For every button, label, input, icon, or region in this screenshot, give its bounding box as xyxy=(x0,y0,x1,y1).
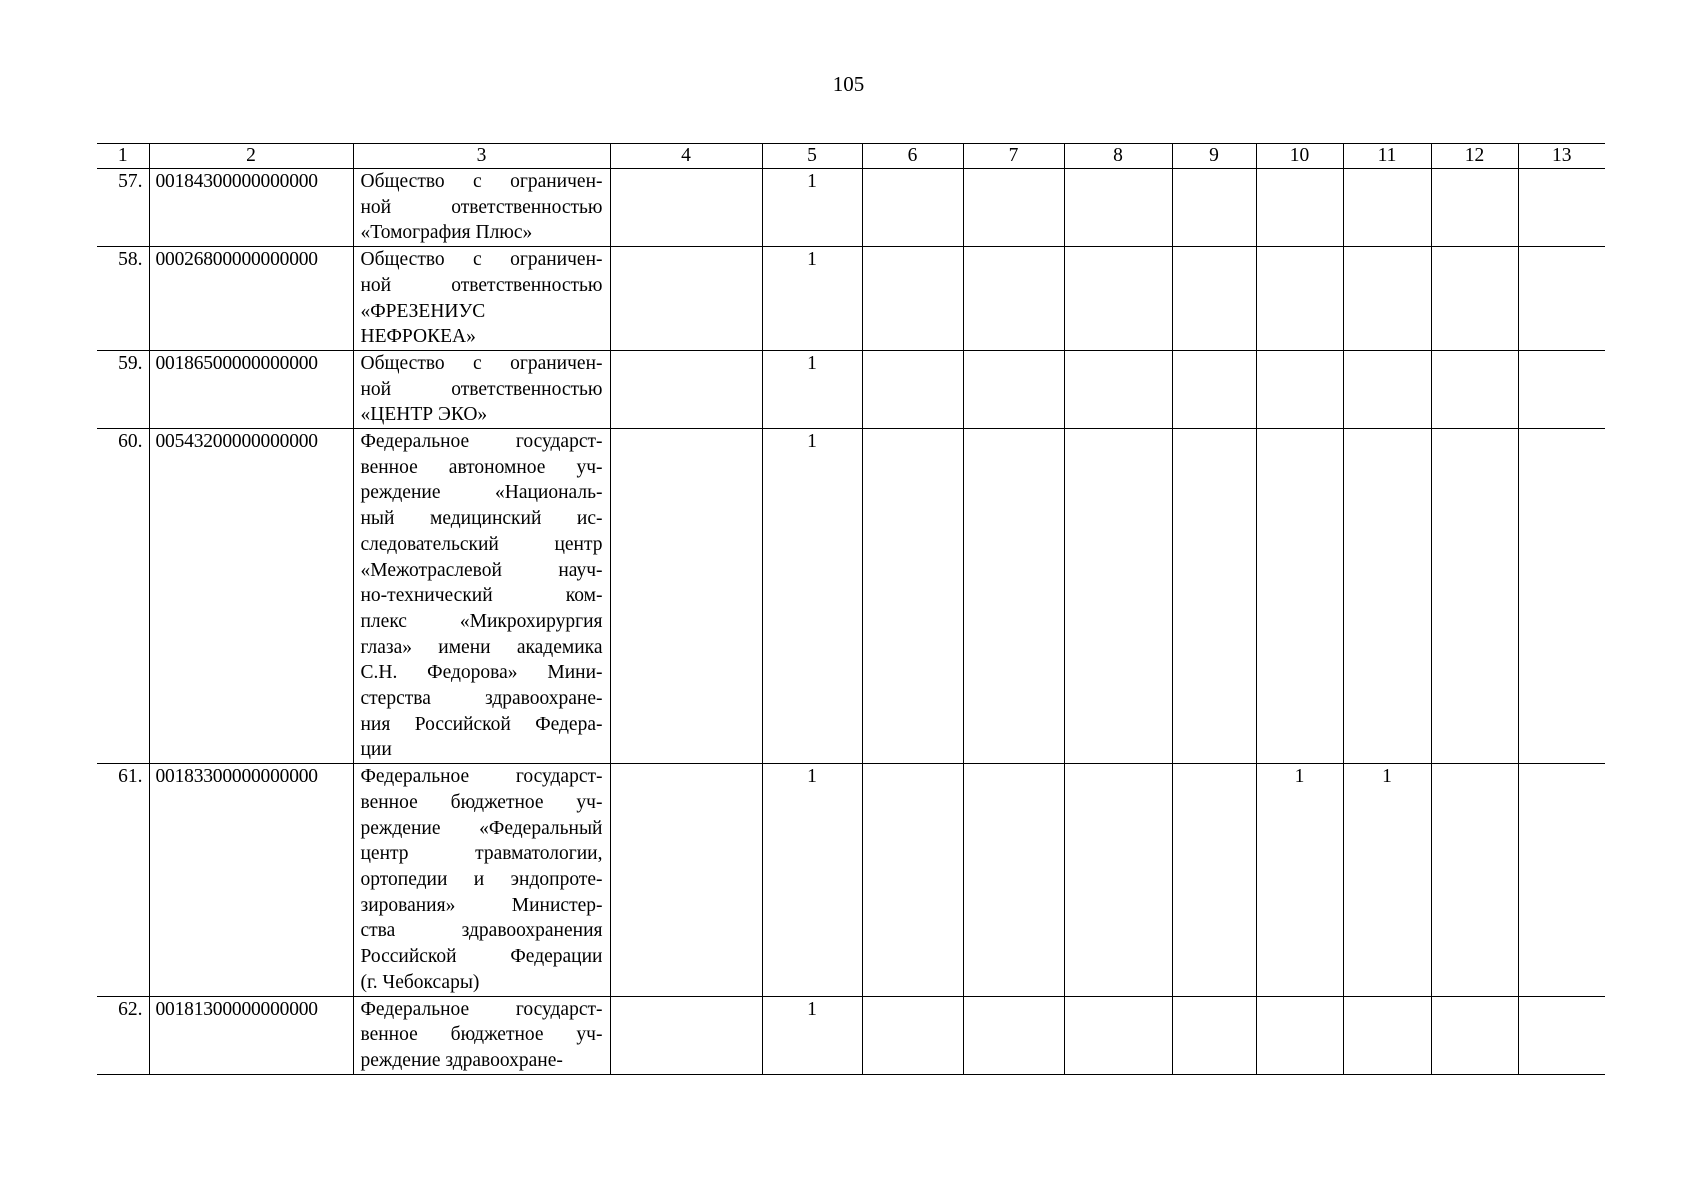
header-cell: 8 xyxy=(1064,144,1172,169)
organization-name-line: плекс «Микрохирургия xyxy=(360,610,603,632)
value-cell-col-13 xyxy=(1518,350,1605,428)
value-cell-col-12 xyxy=(1431,996,1518,1074)
organization-name-line: венное бюджетное уч- xyxy=(360,1024,603,1046)
value-cell-col-6 xyxy=(862,996,963,1074)
value-cell-col-4 xyxy=(610,169,762,247)
header-cell: 13 xyxy=(1518,144,1605,169)
organization-name-line: Общество с ограничен- xyxy=(360,171,603,192)
value-cell-col-7 xyxy=(963,764,1064,996)
registry-code-cell: 00186500000000000 xyxy=(149,350,353,428)
organization-name-line: реждение «Националь- xyxy=(360,482,603,504)
value-cell-col-11 xyxy=(1343,996,1431,1074)
value-cell-col-8 xyxy=(1064,764,1172,996)
value-cell-col-8 xyxy=(1064,169,1172,247)
table-row xyxy=(97,350,1605,428)
header-cell: 3 xyxy=(353,144,610,169)
table-row xyxy=(97,429,1605,764)
organization-name-line: но-технический ком- xyxy=(360,585,603,607)
value-cell-col-6 xyxy=(862,764,963,996)
value-cell-col-9 xyxy=(1172,169,1256,247)
value-cell-col-5: 1 xyxy=(762,169,862,247)
table-row xyxy=(97,996,1605,1074)
table-row xyxy=(97,247,1605,351)
value-cell-col-6 xyxy=(862,429,963,764)
value-cell-col-12 xyxy=(1431,429,1518,764)
organization-name-line: Федеральное государст- xyxy=(360,766,603,788)
organization-name-cell xyxy=(353,429,610,764)
header-cell: 6 xyxy=(862,144,963,169)
organization-name-line: венное автономное уч- xyxy=(360,456,603,478)
organization-name-line: С.Н. Федорова» Мини- xyxy=(360,662,603,684)
organization-name-line: Федеральное государст- xyxy=(360,431,603,453)
value-cell-col-13 xyxy=(1518,169,1605,247)
organization-name-cell xyxy=(353,169,610,247)
value-cell-col-11 xyxy=(1343,169,1431,247)
organization-name-line: «Межотраслевой науч- xyxy=(360,559,603,581)
value-cell-col-10 xyxy=(1256,429,1343,764)
header-cell: 9 xyxy=(1172,144,1256,169)
organization-name-line: Федеральное государст- xyxy=(360,998,603,1020)
value-cell-col-13 xyxy=(1518,247,1605,351)
table-row xyxy=(97,764,1605,996)
organization-name-line: «Томография Плюс» xyxy=(360,222,533,244)
header-cell: 11 xyxy=(1343,144,1431,169)
header-cell: 12 xyxy=(1431,144,1518,169)
header-row xyxy=(97,144,1605,169)
value-cell-col-9 xyxy=(1172,247,1256,351)
organization-name-line: ной ответственностью xyxy=(360,196,603,218)
row-number-cell: 57. xyxy=(97,169,149,247)
value-cell-col-11 xyxy=(1343,350,1431,428)
value-cell-col-10 xyxy=(1256,247,1343,351)
organization-name-line: следовательский центр xyxy=(360,533,603,555)
header-cell: 10 xyxy=(1256,144,1343,169)
organization-name-line: «ЦЕНТР ЭКО» xyxy=(360,404,488,426)
value-cell-col-8 xyxy=(1064,429,1172,764)
row-number-cell: 58. xyxy=(97,247,149,351)
value-cell-col-9 xyxy=(1172,429,1256,764)
organization-name-line: НЕФРОКЕА» xyxy=(360,326,476,348)
organization-name-line: ной ответственностью xyxy=(360,274,603,296)
value-cell-col-5: 1 xyxy=(762,350,862,428)
value-cell-col-12 xyxy=(1431,764,1518,996)
header-cell: 7 xyxy=(963,144,1064,169)
header-cell: 5 xyxy=(762,144,862,169)
header-cell: 2 xyxy=(149,144,353,169)
row-number-cell: 59. xyxy=(97,350,149,428)
organization-name-line: ный медицинский ис- xyxy=(360,508,603,530)
value-cell-col-4 xyxy=(610,247,762,351)
value-cell-col-6 xyxy=(862,169,963,247)
registry-code-cell: 00026800000000000 xyxy=(149,247,353,351)
organization-name-line: ной ответственностью xyxy=(360,378,603,400)
value-cell-col-13 xyxy=(1518,996,1605,1074)
value-cell-col-4 xyxy=(610,764,762,996)
value-cell-col-5: 1 xyxy=(762,764,862,996)
organization-name-line: (г. Чебоксары) xyxy=(360,971,480,993)
organization-name-line: глаза» имени академика xyxy=(360,636,603,658)
organization-name-line: ортопедии и эндопроте- xyxy=(360,868,603,890)
row-number-cell: 60. xyxy=(97,429,149,764)
organization-name-line: ния Российской Федера- xyxy=(360,713,603,735)
organization-name-line: реждение здравоохране- xyxy=(360,1049,563,1071)
value-cell-col-12 xyxy=(1431,169,1518,247)
registry-code-cell: 00543200000000000 xyxy=(149,429,353,764)
organization-name-line: Российской Федерации xyxy=(360,946,603,968)
value-cell-col-10: 1 xyxy=(1256,764,1343,996)
organization-name-line: центр травматологии, xyxy=(360,843,603,865)
organization-name-cell xyxy=(353,996,610,1074)
value-cell-col-9 xyxy=(1172,350,1256,428)
organization-name-cell xyxy=(353,350,610,428)
value-cell-col-11 xyxy=(1343,247,1431,351)
page-number: 105 xyxy=(832,72,865,96)
value-cell-col-11 xyxy=(1343,429,1431,764)
value-cell-col-5: 1 xyxy=(762,247,862,351)
value-cell-col-7 xyxy=(963,169,1064,247)
header-cell: 4 xyxy=(610,144,762,169)
value-cell-col-12 xyxy=(1431,350,1518,428)
value-cell-col-6 xyxy=(862,350,963,428)
value-cell-col-10 xyxy=(1256,996,1343,1074)
value-cell-col-7 xyxy=(963,429,1064,764)
value-cell-col-4 xyxy=(610,429,762,764)
value-cell-col-7 xyxy=(963,996,1064,1074)
value-cell-col-5: 1 xyxy=(762,996,862,1074)
organization-name-line: реждение «Федеральный xyxy=(360,817,603,839)
row-number-cell: 62. xyxy=(97,996,149,1074)
registry-code-cell: 00181300000000000 xyxy=(149,996,353,1074)
row-number-cell: 61. xyxy=(97,764,149,996)
organization-name-line: стерства здравоохране- xyxy=(360,688,603,710)
organization-name-line: «ФРЕЗЕНИУС xyxy=(360,300,486,322)
organization-name-line: венное бюджетное уч- xyxy=(360,791,603,813)
value-cell-col-11: 1 xyxy=(1343,764,1431,996)
value-cell-col-6 xyxy=(862,247,963,351)
organization-name-cell xyxy=(353,247,610,351)
organization-name-line: ства здравоохранения xyxy=(360,920,603,942)
header-cell: 1 xyxy=(97,144,149,169)
value-cell-col-10 xyxy=(1256,169,1343,247)
registry-code-cell: 00183300000000000 xyxy=(149,764,353,996)
value-cell-col-8 xyxy=(1064,350,1172,428)
value-cell-col-4 xyxy=(610,350,762,428)
value-cell-col-9 xyxy=(1172,996,1256,1074)
value-cell-col-12 xyxy=(1431,247,1518,351)
value-cell-col-5: 1 xyxy=(762,429,862,764)
value-cell-col-7 xyxy=(963,350,1064,428)
organization-name-line: Общество с ограничен- xyxy=(360,249,603,271)
value-cell-col-4 xyxy=(610,996,762,1074)
organization-name-line: Общество с ограничен- xyxy=(360,352,603,374)
organization-name-cell xyxy=(353,764,610,996)
value-cell-col-9 xyxy=(1172,764,1256,996)
table-row xyxy=(97,169,1605,247)
value-cell-col-7 xyxy=(963,247,1064,351)
registry-code-cell: 00184300000000000 xyxy=(149,169,353,247)
data-table xyxy=(97,143,1605,1075)
value-cell-col-13 xyxy=(1518,764,1605,996)
organization-name-line: зирования» Министер- xyxy=(360,894,603,916)
value-cell-col-8 xyxy=(1064,247,1172,351)
value-cell-col-13 xyxy=(1518,429,1605,764)
organization-name-line: ции xyxy=(360,739,392,761)
value-cell-col-10 xyxy=(1256,350,1343,428)
value-cell-col-8 xyxy=(1064,996,1172,1074)
